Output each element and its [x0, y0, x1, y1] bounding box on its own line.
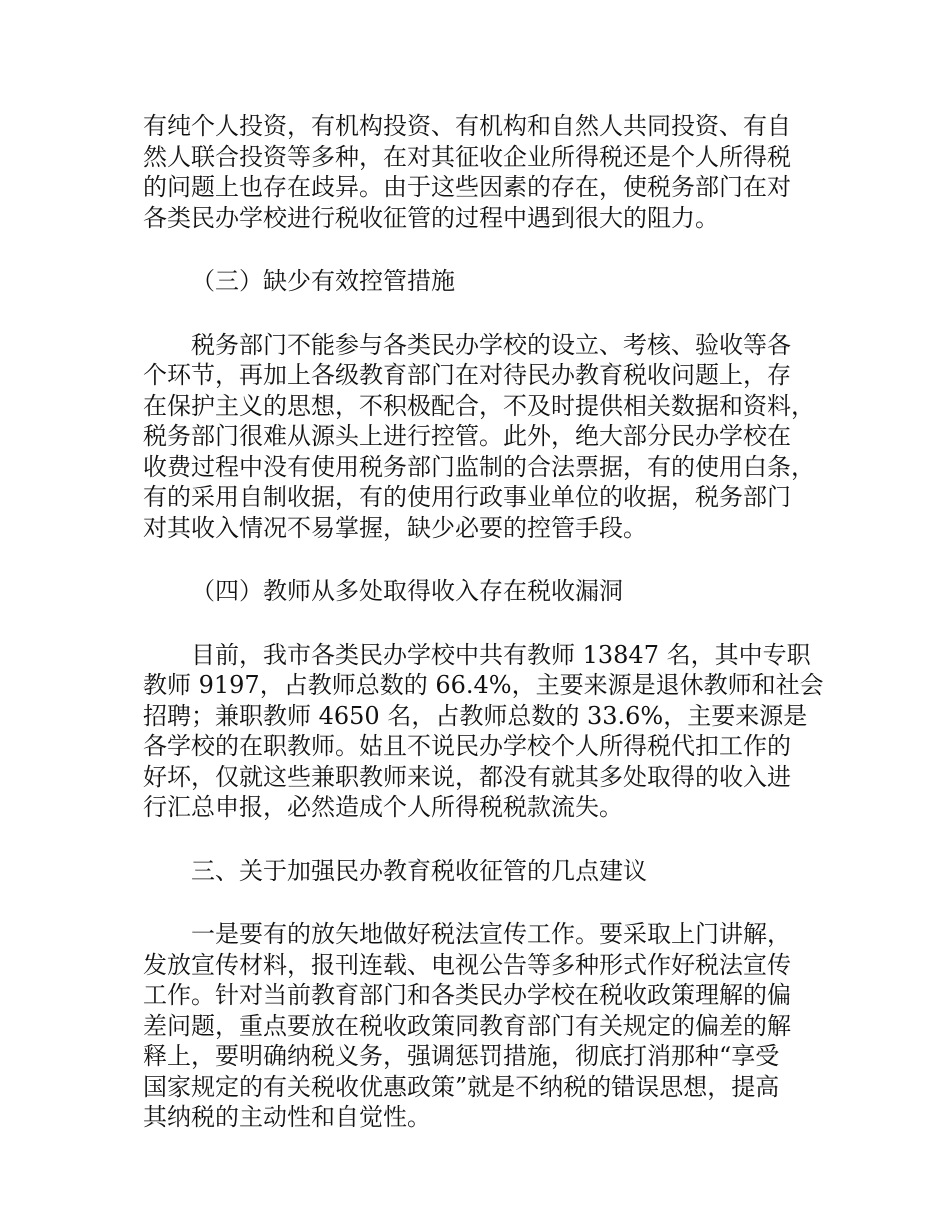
- section-heading: [143, 576, 815, 607]
- text-line: 招聘；兼职教师 4650 名，占教师总数的 33.6%，主要来源是: [143, 701, 808, 730]
- text-line: 在保护主义的思想，不积极配合，不及时提供相关数据和资料，: [143, 391, 815, 420]
- paragraph-spacer: [143, 543, 815, 576]
- paragraph-spacer: [143, 823, 815, 856]
- section-heading: [143, 266, 815, 297]
- text-line: 然人联合投资等多种，在对其征收企业所得税还是个人所得税: [143, 142, 791, 171]
- text-line: 各学校的在职教师。姑且不说民办学校个人所得税代扣工作的: [143, 732, 791, 760]
- document-page: [143, 111, 824, 1133]
- paragraph-spacer: [143, 233, 815, 266]
- text-line: 有的采用自制收据，有的使用行政事业单位的收据，税务部门: [143, 483, 791, 511]
- text-line: 教师 9197，占教师总数的 66.4%，主要来源是退休教师和社会: [143, 671, 824, 699]
- text-line: 其纳税的主动性和自觉性。: [143, 1103, 431, 1131]
- text-line: 对其收入情况不易掌握，缺少必要的控管手段。: [143, 513, 647, 542]
- paragraph-teacher-income: [143, 640, 824, 823]
- text-line: 的问题上也存在歧异。由于这些因素的存在，使税务部门在对: [143, 173, 791, 201]
- text-line: 有纯个人投资，有机构投资、有机构和自然人共同投资、有自: [143, 112, 791, 140]
- text-line: 工作。针对当前教育部门和各类民办学校在税收政策理解的偏: [143, 981, 791, 1009]
- paragraph-spacer: [143, 886, 815, 919]
- section-heading: [143, 856, 815, 887]
- paragraph-spacer: [143, 607, 815, 640]
- paragraph-control-measures: [143, 330, 815, 544]
- heading-text: （四）教师从多处取得收入存在税收漏洞: [191, 577, 623, 605]
- text-line: 税务部门很难从源头上进行控管。此外，绝大部分民办学校在: [143, 422, 791, 450]
- text-line: 差问题，重点要放在税收政策同教育部门有关规定的偏差的解: [143, 1011, 791, 1040]
- text-line: 各类民办学校进行税收征管的过程中遇到很大的阻力。: [143, 203, 719, 232]
- text-line: 行汇总申报，必然造成个人所得税税款流失。: [143, 793, 623, 821]
- text-line-first: 一是要有的放矢地做好税法宣传工作。要采取上门讲解，: [191, 920, 791, 948]
- paragraph-continuation: [143, 111, 815, 233]
- text-line: 释上，要明确纳税义务，强调惩罚措施，彻底打消那种“享受: [143, 1042, 780, 1070]
- text-line: 个环节，再加上各级教育部门在对待民办教育税收问题上，存: [143, 361, 791, 389]
- paragraph-spacer: [143, 297, 815, 330]
- paragraph-tax-publicity: [143, 919, 815, 1133]
- text-line: 好坏，仅就这些兼职教师来说，都没有就其多处取得的收入进: [143, 762, 791, 791]
- text-line: 收费过程中没有使用税务部门监制的合法票据，有的使用白条，: [143, 452, 815, 481]
- text-line: 国家规定的有关税收优惠政策”就是不纳税的错误思想，提高: [143, 1072, 780, 1101]
- text-line-first: 目前，我市各类民办学校中共有教师 13847 名，其中专职: [191, 640, 811, 669]
- text-line-first: 税务部门不能参与各类民办学校的设立、考核、验收等各: [191, 330, 791, 359]
- text-line: 发放宣传材料，报刊连载、电视公告等多种形式作好税法宣传: [143, 950, 791, 979]
- heading-text: （三）缺少有效控管措施: [191, 267, 455, 295]
- heading-text: 三、关于加强民办教育税收征管的几点建议: [191, 856, 647, 885]
